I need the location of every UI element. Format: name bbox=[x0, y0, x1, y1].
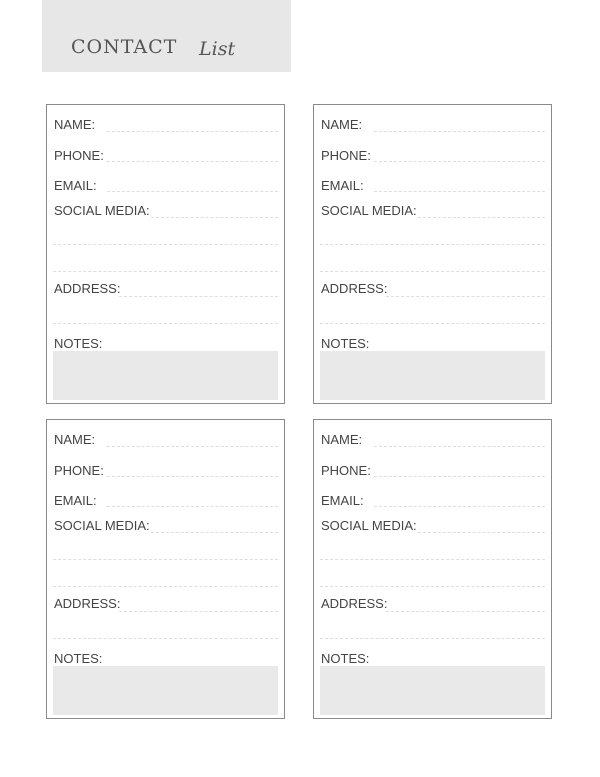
title-banner bbox=[42, 0, 291, 72]
name-line[interactable] bbox=[107, 131, 278, 132]
address-label: ADDRESS: bbox=[54, 596, 121, 611]
phone-label: PHONE: bbox=[321, 148, 371, 163]
social-media-line[interactable] bbox=[151, 217, 278, 218]
phone-line[interactable] bbox=[374, 161, 545, 162]
notes-box[interactable] bbox=[53, 351, 278, 400]
contact-card-4 bbox=[313, 419, 552, 719]
email-label: EMAIL: bbox=[54, 178, 97, 193]
notes-label: NOTES: bbox=[321, 651, 370, 666]
notes-label: NOTES: bbox=[321, 336, 370, 351]
email-line[interactable] bbox=[107, 191, 278, 192]
phone-line[interactable] bbox=[374, 476, 545, 477]
name-line[interactable] bbox=[374, 446, 545, 447]
address-line[interactable] bbox=[119, 611, 278, 612]
address-line-2[interactable] bbox=[53, 638, 278, 639]
email-label: EMAIL: bbox=[54, 493, 97, 508]
name-line[interactable] bbox=[107, 446, 278, 447]
address-line[interactable] bbox=[119, 296, 278, 297]
social-media-line[interactable] bbox=[418, 532, 545, 533]
name-label: NAME: bbox=[54, 432, 96, 447]
address-line[interactable] bbox=[386, 296, 545, 297]
notes-box[interactable] bbox=[320, 351, 545, 400]
contact-card-1 bbox=[46, 104, 285, 404]
address-line-2[interactable] bbox=[320, 638, 545, 639]
contact-card-2 bbox=[313, 104, 552, 404]
social-media-label: SOCIAL MEDIA: bbox=[321, 518, 417, 533]
social-media-line-3[interactable] bbox=[53, 586, 278, 587]
social-media-line-2[interactable] bbox=[53, 559, 278, 560]
name-label: NAME: bbox=[321, 117, 363, 132]
name-label: NAME: bbox=[321, 432, 363, 447]
notes-label: NOTES: bbox=[54, 651, 103, 666]
address-line-2[interactable] bbox=[53, 323, 278, 324]
address-line-2[interactable] bbox=[320, 323, 545, 324]
social-media-line-2[interactable] bbox=[320, 244, 545, 245]
phone-label: PHONE: bbox=[54, 463, 104, 478]
phone-label: PHONE: bbox=[321, 463, 371, 478]
notes-box[interactable] bbox=[320, 666, 545, 715]
email-label: EMAIL: bbox=[321, 493, 364, 508]
notes-label: NOTES: bbox=[54, 336, 103, 351]
address-line[interactable] bbox=[386, 611, 545, 612]
email-line[interactable] bbox=[374, 506, 545, 507]
social-media-label: SOCIAL MEDIA: bbox=[54, 518, 150, 533]
social-media-label: SOCIAL MEDIA: bbox=[54, 203, 150, 218]
name-label: NAME: bbox=[54, 117, 96, 132]
social-media-line-3[interactable] bbox=[320, 271, 545, 272]
phone-line[interactable] bbox=[107, 161, 278, 162]
social-media-line[interactable] bbox=[418, 217, 545, 218]
notes-box[interactable] bbox=[53, 666, 278, 715]
page-title: CONTACT bbox=[71, 36, 178, 58]
social-media-line-3[interactable] bbox=[320, 586, 545, 587]
address-label: ADDRESS: bbox=[321, 596, 388, 611]
address-label: ADDRESS: bbox=[54, 281, 121, 296]
social-media-line-2[interactable] bbox=[320, 559, 545, 560]
social-media-label: SOCIAL MEDIA: bbox=[321, 203, 417, 218]
social-media-line[interactable] bbox=[151, 532, 278, 533]
contact-card-3 bbox=[46, 419, 285, 719]
email-label: EMAIL: bbox=[321, 178, 364, 193]
social-media-line-2[interactable] bbox=[53, 244, 278, 245]
social-media-line-3[interactable] bbox=[53, 271, 278, 272]
page-title-script: List bbox=[199, 38, 236, 60]
name-line[interactable] bbox=[374, 131, 545, 132]
email-line[interactable] bbox=[374, 191, 545, 192]
address-label: ADDRESS: bbox=[321, 281, 388, 296]
email-line[interactable] bbox=[107, 506, 278, 507]
phone-label: PHONE: bbox=[54, 148, 104, 163]
phone-line[interactable] bbox=[107, 476, 278, 477]
